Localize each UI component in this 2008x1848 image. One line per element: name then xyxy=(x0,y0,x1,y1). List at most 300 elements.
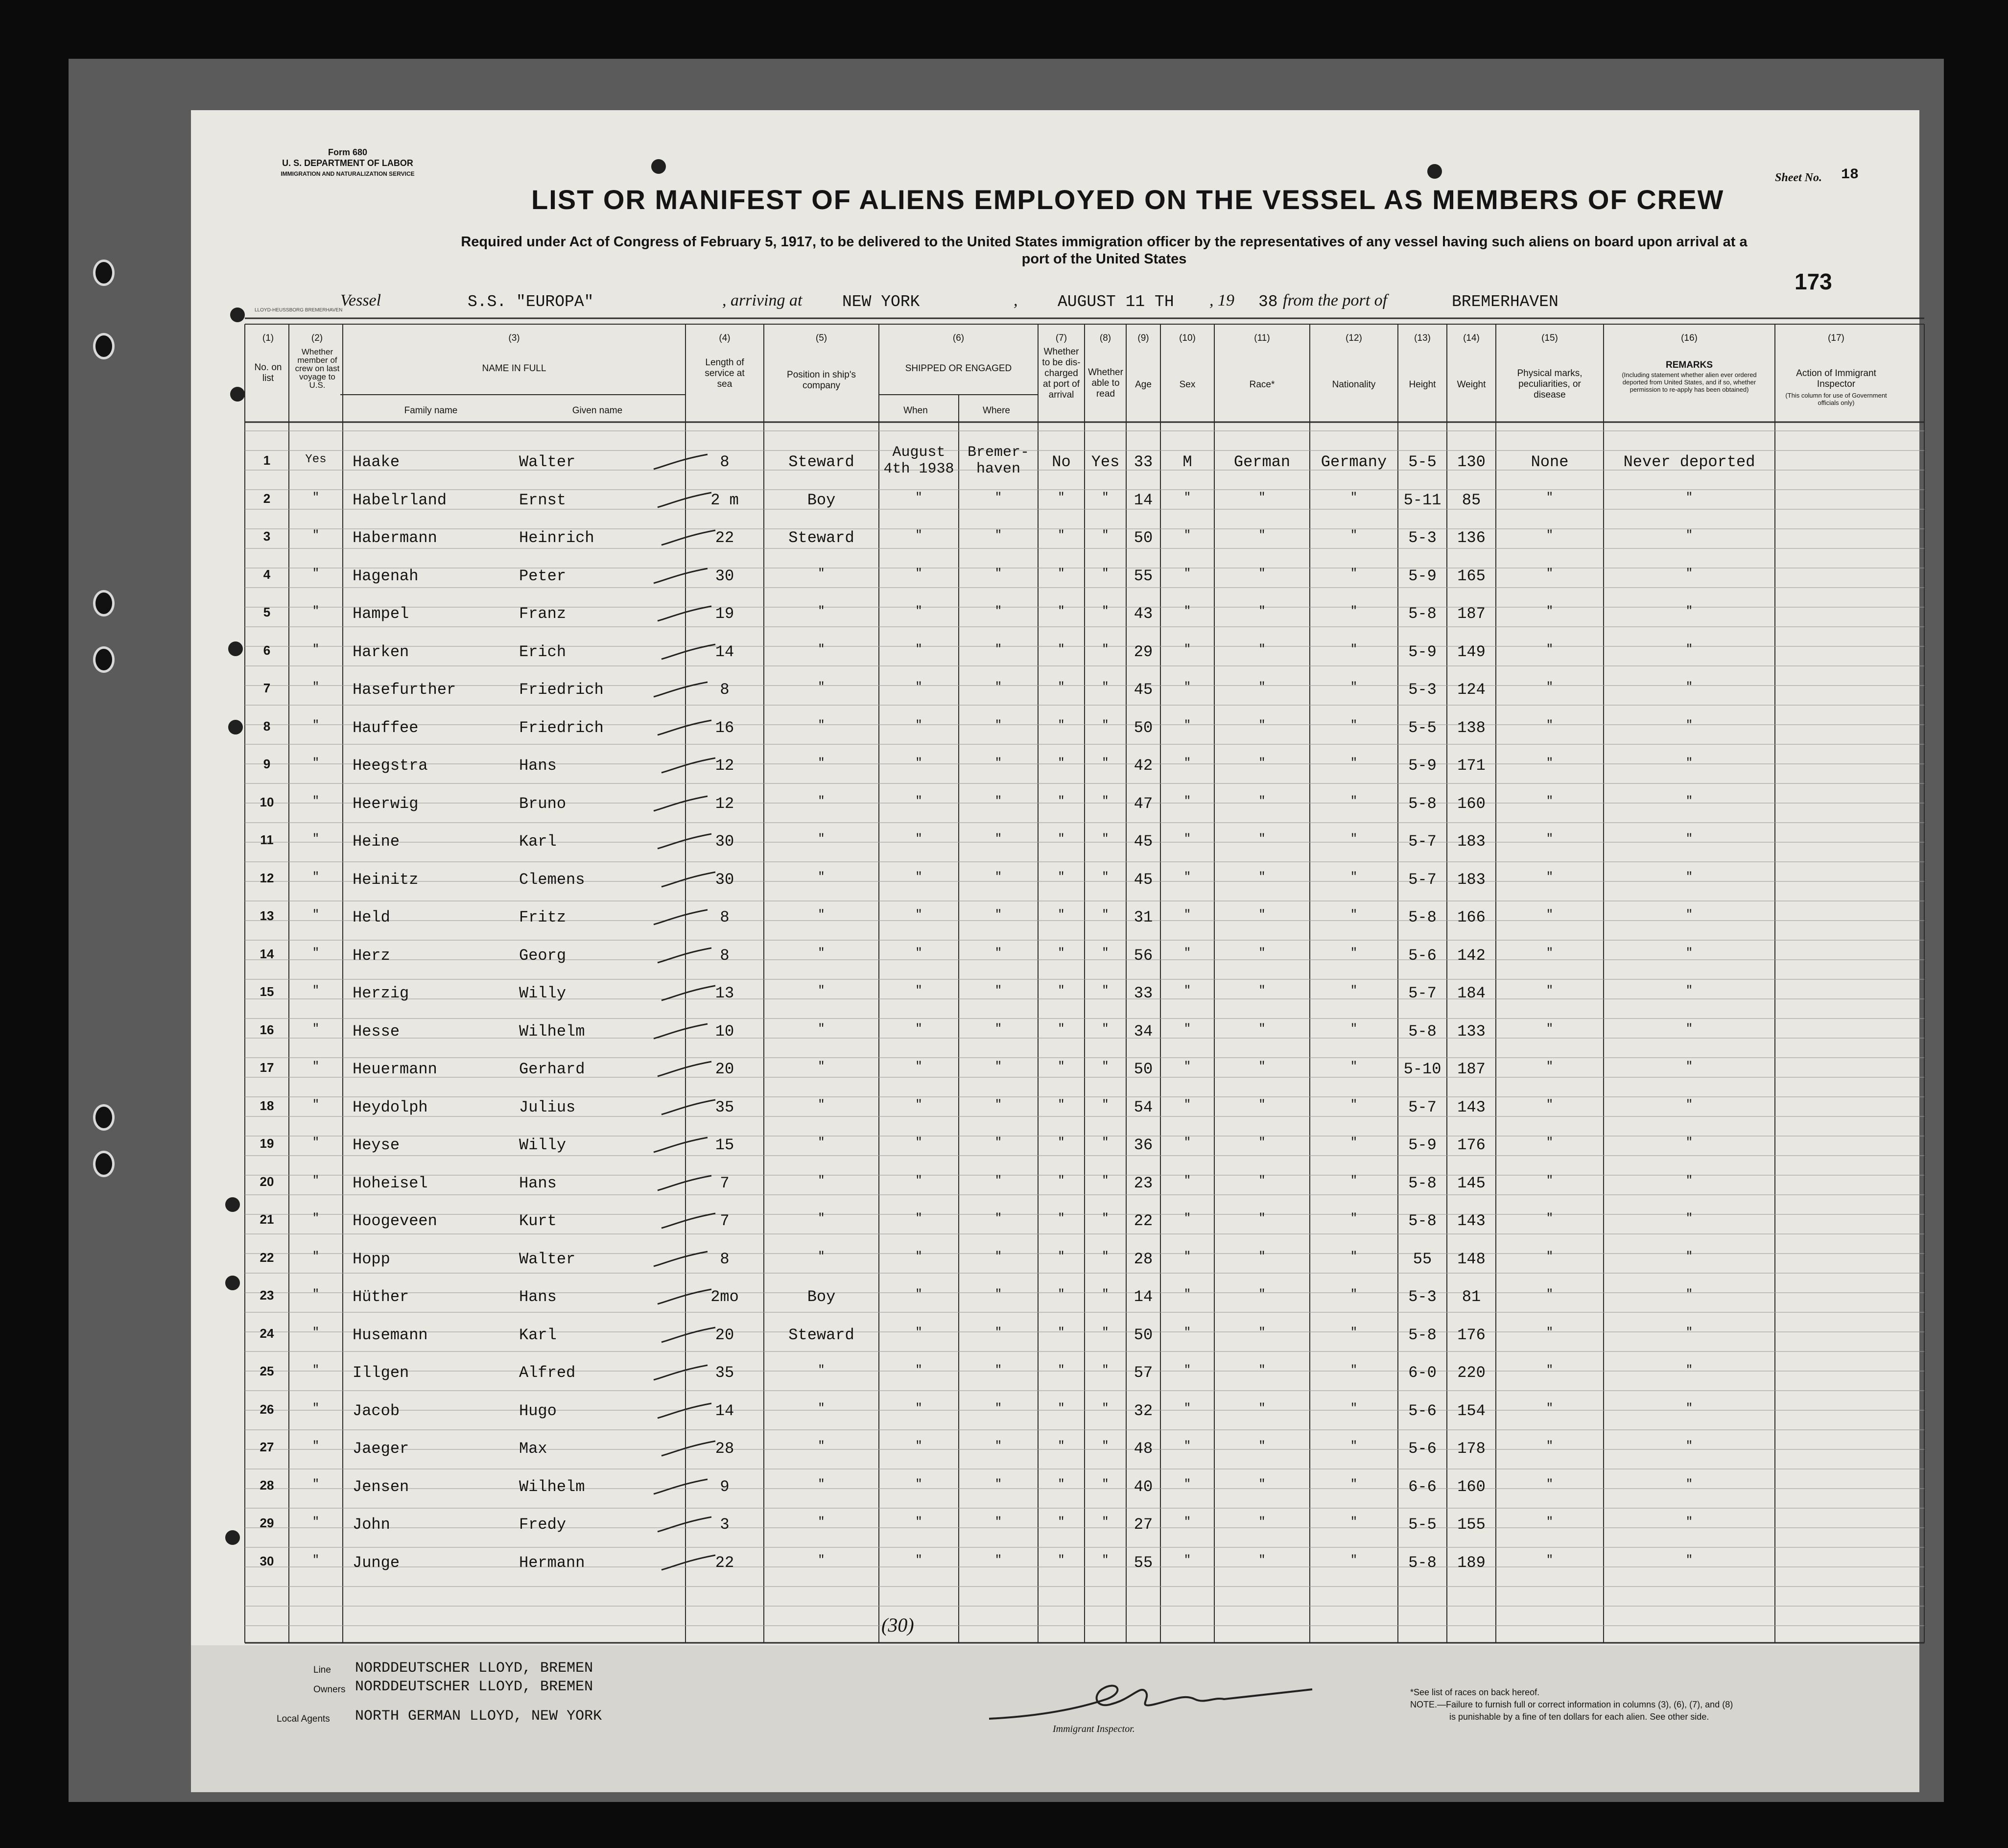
cell-discharged: " xyxy=(1058,1212,1065,1225)
cell-sex: " xyxy=(1183,1440,1191,1453)
hdr-race: Race* xyxy=(1249,379,1275,390)
cell-age: 14 xyxy=(1134,491,1153,509)
cell-nationality: " xyxy=(1350,832,1358,846)
cell-height: 5-8 xyxy=(1408,1326,1437,1344)
cell-age: 23 xyxy=(1134,1174,1153,1192)
cell-family: Hoogeveen xyxy=(353,1212,437,1230)
cell-weight: 155 xyxy=(1457,1516,1486,1534)
cell-age: 42 xyxy=(1134,757,1153,775)
cell-when: " xyxy=(915,908,922,922)
cell-discharged: " xyxy=(1058,681,1065,694)
cell-service: 30 xyxy=(715,870,734,889)
cell-no: 12 xyxy=(260,870,274,885)
cell-remarks: " xyxy=(1685,1364,1693,1377)
cell-height: 5-3 xyxy=(1408,681,1437,699)
cell-remarks: " xyxy=(1685,1174,1693,1187)
cell-position: " xyxy=(818,1401,825,1415)
hdr-remarks: REMARKS xyxy=(1665,360,1713,370)
cell-height: 5-5 xyxy=(1408,718,1437,737)
cell-service: 16 xyxy=(715,718,734,737)
check-mark xyxy=(651,1021,710,1041)
cell-position: " xyxy=(818,1022,825,1036)
cell-no: 14 xyxy=(260,946,274,961)
cell-race: " xyxy=(1258,1401,1266,1415)
cell-sex: " xyxy=(1183,946,1191,960)
cell-position: " xyxy=(818,1364,825,1377)
cell-race: " xyxy=(1258,1364,1266,1377)
cell-nationality: " xyxy=(1350,1174,1358,1187)
cell-member: " xyxy=(312,1440,320,1453)
cell-sex: " xyxy=(1183,1060,1191,1073)
cell-given: Walter xyxy=(519,453,576,471)
cell-discharged: " xyxy=(1058,605,1065,618)
cell-physical: " xyxy=(1546,1250,1554,1263)
cell-discharged: " xyxy=(1058,946,1065,960)
cell-nationality: " xyxy=(1350,1098,1358,1112)
cell-family: Heuermann xyxy=(353,1060,437,1078)
cell-given: Clemens xyxy=(519,870,585,889)
cell-given: Walter xyxy=(519,1250,576,1268)
cell-family: Habelrland xyxy=(353,491,447,509)
cell-no: 17 xyxy=(260,1060,274,1075)
cell-physical: " xyxy=(1546,718,1554,732)
cell-discharged: " xyxy=(1058,1136,1065,1149)
hdr-able-read: Whether able to read xyxy=(1088,367,1123,399)
cell-where: " xyxy=(994,1022,1002,1036)
cell-height: 5-8 xyxy=(1408,1022,1437,1041)
col-num-9: (9) xyxy=(1137,333,1149,343)
cell-where: " xyxy=(994,1440,1002,1453)
cell-no: 9 xyxy=(263,757,271,771)
col-num-11: (11) xyxy=(1254,333,1270,343)
cell-read: " xyxy=(1102,1440,1109,1453)
cell-weight: 184 xyxy=(1457,984,1486,1002)
cell-weight: 160 xyxy=(1457,794,1486,813)
cell-read: " xyxy=(1102,567,1109,580)
check-mark xyxy=(659,642,718,662)
cell-read: " xyxy=(1102,1250,1109,1263)
note-races: *See list of races on back hereof. xyxy=(1410,1687,1540,1697)
cell-race: " xyxy=(1258,908,1266,922)
cell-service: 28 xyxy=(715,1440,734,1458)
cell-service: 22 xyxy=(715,1553,734,1572)
check-mark xyxy=(651,566,710,586)
cell-discharged: " xyxy=(1058,1401,1065,1415)
owners-value: NORDDEUTSCHER LLOYD, BREMEN xyxy=(355,1679,593,1695)
cell-remarks: " xyxy=(1685,1440,1693,1453)
cell-physical: " xyxy=(1546,1516,1554,1529)
cell-member: " xyxy=(312,1250,320,1263)
cell-remarks: " xyxy=(1685,984,1693,997)
cell-given: Alfred xyxy=(519,1364,576,1382)
col-num-5: (5) xyxy=(815,333,827,343)
cell-family: Hagenah xyxy=(353,567,419,585)
cell-age: 48 xyxy=(1134,1440,1153,1458)
cell-discharged: " xyxy=(1058,832,1065,846)
cell-where: " xyxy=(994,757,1002,770)
cell-discharged: " xyxy=(1058,1060,1065,1073)
check-mark xyxy=(651,452,710,472)
cell-member: " xyxy=(312,794,320,808)
cell-service: 13 xyxy=(715,984,734,1002)
cell-weight: 136 xyxy=(1457,529,1486,547)
cell-age: 45 xyxy=(1134,832,1153,851)
cell-family: Jaeger xyxy=(353,1440,409,1458)
cell-position: Steward xyxy=(788,453,854,471)
cell-discharged: " xyxy=(1058,1477,1065,1491)
cell-nationality: " xyxy=(1350,1401,1358,1415)
cell-read: " xyxy=(1102,529,1109,542)
cell-nationality: " xyxy=(1350,946,1358,960)
hdr-remarks-sub: (Including statement whether alien ever ordered deported from United States, and if so, whether permission to re-apply has been obtained) xyxy=(1622,371,1757,393)
hdr-height: Height xyxy=(1409,379,1436,390)
cell-family: Hesse xyxy=(353,1022,400,1041)
col-num-10: (10) xyxy=(1179,333,1196,343)
cell-nationality: " xyxy=(1350,1326,1358,1339)
cell-given: Max xyxy=(519,1440,547,1458)
cell-given: Erich xyxy=(519,642,567,661)
cell-sex: " xyxy=(1183,1326,1191,1339)
cell-weight: 145 xyxy=(1457,1174,1486,1192)
cell-service: 14 xyxy=(715,1401,734,1420)
cell-position: " xyxy=(818,642,825,656)
hdr-action: Action of Immigrant Inspector xyxy=(1796,368,1876,389)
cell-when: " xyxy=(915,1477,922,1491)
cell-position: Steward xyxy=(788,529,854,547)
cell-physical: " xyxy=(1546,1288,1554,1301)
cell-race: " xyxy=(1258,870,1266,884)
cell-position: " xyxy=(818,908,825,922)
cell-physical: " xyxy=(1546,1401,1554,1415)
cell-member: " xyxy=(312,605,320,618)
cell-no: 26 xyxy=(260,1401,274,1417)
cell-when: " xyxy=(915,491,922,504)
cell-when: August 4th 1938 xyxy=(883,444,954,477)
cell-family: Jacob xyxy=(353,1401,400,1420)
cell-no: 10 xyxy=(260,794,274,809)
cell-member: " xyxy=(312,946,320,960)
cell-member: " xyxy=(312,1060,320,1073)
cell-remarks: " xyxy=(1685,794,1693,808)
cell-position: " xyxy=(818,1212,825,1225)
cell-no: 28 xyxy=(260,1477,274,1493)
arrival-date: AUGUST 11 TH xyxy=(1058,293,1174,311)
cell-where: " xyxy=(994,870,1002,884)
cell-remarks: " xyxy=(1685,1477,1693,1491)
cell-age: 34 xyxy=(1134,1022,1153,1041)
cell-service: 22 xyxy=(715,529,734,547)
cell-member: " xyxy=(312,491,320,504)
cell-given: Fredy xyxy=(519,1516,567,1534)
hdr-sex: Sex xyxy=(1179,379,1196,390)
year-label: , 19 xyxy=(1209,291,1234,309)
cell-physical: " xyxy=(1546,1364,1554,1377)
cell-nationality: Germany xyxy=(1321,453,1387,471)
cell-discharged: " xyxy=(1058,1553,1065,1567)
cell-weight: 81 xyxy=(1462,1288,1481,1306)
cell-nationality: " xyxy=(1350,605,1358,618)
cell-discharged: " xyxy=(1058,757,1065,770)
check-mark xyxy=(659,756,718,775)
cell-service: 19 xyxy=(715,605,734,623)
cell-read: " xyxy=(1102,984,1109,997)
col-num-4: (4) xyxy=(719,333,731,343)
cell-member: " xyxy=(312,1553,320,1567)
cell-where: " xyxy=(994,1174,1002,1187)
cell-position: Steward xyxy=(788,1326,854,1344)
cell-sex: " xyxy=(1183,491,1191,504)
cell-remarks: " xyxy=(1685,529,1693,542)
cell-where: " xyxy=(994,1326,1002,1339)
cell-physical: " xyxy=(1546,567,1554,580)
hdr-no-on-list: No. on list xyxy=(254,362,282,383)
cell-physical: " xyxy=(1546,946,1554,960)
check-mark xyxy=(655,604,714,623)
cell-no: 21 xyxy=(260,1212,274,1227)
cell-service: 8 xyxy=(720,946,730,965)
hdr-action-sub: (This column for use of Government officials only) xyxy=(1785,392,1887,406)
cell-member: " xyxy=(312,757,320,770)
cell-no: 15 xyxy=(260,984,274,999)
cell-height: 5-10 xyxy=(1403,1060,1441,1078)
cell-weight: 176 xyxy=(1457,1136,1486,1154)
cell-when: " xyxy=(915,1250,922,1263)
check-mark xyxy=(659,983,718,1003)
cell-when: " xyxy=(915,1212,922,1225)
check-mark xyxy=(659,1097,718,1117)
cell-when: " xyxy=(915,642,922,656)
cell-given: Peter xyxy=(519,567,567,585)
cell-service: 12 xyxy=(715,757,734,775)
cell-read: " xyxy=(1102,718,1109,732)
cell-age: 33 xyxy=(1134,984,1153,1002)
check-mark xyxy=(655,1173,714,1193)
cell-family: Heydolph xyxy=(353,1098,428,1116)
cell-when: " xyxy=(915,1440,922,1453)
arrival-port: NEW YORK xyxy=(842,293,920,311)
cell-read: " xyxy=(1102,1553,1109,1567)
cell-physical: " xyxy=(1546,908,1554,922)
cell-remarks: " xyxy=(1685,1098,1693,1112)
cell-weight: 178 xyxy=(1457,1440,1486,1458)
check-mark xyxy=(651,1249,710,1269)
cell-nationality: " xyxy=(1350,1516,1358,1529)
cell-physical: " xyxy=(1546,757,1554,770)
cell-discharged: " xyxy=(1058,1250,1065,1263)
cell-read: " xyxy=(1102,794,1109,808)
check-mark xyxy=(655,946,714,965)
cell-given: Friedrich xyxy=(519,681,604,699)
cell-remarks: " xyxy=(1685,491,1693,504)
cell-nationality: " xyxy=(1350,1477,1358,1491)
cell-race: " xyxy=(1258,491,1266,504)
cell-physical: " xyxy=(1546,1174,1554,1187)
cell-where: " xyxy=(994,1288,1002,1301)
cell-race: " xyxy=(1258,529,1266,542)
cell-member: " xyxy=(312,984,320,997)
cell-read: " xyxy=(1102,1364,1109,1377)
cell-height: 5-5 xyxy=(1408,453,1437,471)
cell-sex: " xyxy=(1183,870,1191,884)
cell-family: Hüther xyxy=(353,1288,409,1306)
cell-no: 20 xyxy=(260,1174,274,1189)
cell-age: 45 xyxy=(1134,870,1153,889)
cell-weight: 220 xyxy=(1457,1364,1486,1382)
cell-remarks: " xyxy=(1685,1553,1693,1567)
cell-position: " xyxy=(818,832,825,846)
cell-family: Heerwig xyxy=(353,794,419,813)
col-num-14: (14) xyxy=(1463,333,1480,343)
cell-nationality: " xyxy=(1350,1440,1358,1453)
check-mark xyxy=(651,1135,710,1155)
cell-position: Boy xyxy=(807,1288,836,1306)
cell-no: 30 xyxy=(260,1553,274,1568)
cell-discharged: " xyxy=(1058,1516,1065,1529)
crew-count: (30) xyxy=(881,1614,914,1636)
hdr-age: Age xyxy=(1135,379,1152,390)
cell-weight: 130 xyxy=(1457,453,1486,471)
cell-where: " xyxy=(994,718,1002,732)
cell-service: 12 xyxy=(715,794,734,813)
cell-family: Junge xyxy=(353,1553,400,1572)
cell-age: 32 xyxy=(1134,1401,1153,1420)
cell-age: 57 xyxy=(1134,1364,1153,1382)
cell-sex: " xyxy=(1183,1136,1191,1149)
cell-when: " xyxy=(915,1516,922,1529)
cell-discharged: " xyxy=(1058,1326,1065,1339)
check-mark xyxy=(655,490,714,510)
cell-weight: 143 xyxy=(1457,1098,1486,1116)
check-mark xyxy=(655,1401,714,1421)
cell-remarks: Never deported xyxy=(1623,453,1755,471)
cell-race: " xyxy=(1258,1440,1266,1453)
cell-read: " xyxy=(1102,642,1109,656)
cell-age: 50 xyxy=(1134,529,1153,547)
cell-remarks: " xyxy=(1685,1250,1693,1263)
cell-given: Julius xyxy=(519,1098,576,1116)
check-mark xyxy=(655,1515,714,1534)
cell-when: " xyxy=(915,794,922,808)
cell-height: 5-8 xyxy=(1408,908,1437,926)
vessel-label: Vessel xyxy=(340,291,381,309)
cell-where: " xyxy=(994,642,1002,656)
cell-race: " xyxy=(1258,1516,1266,1529)
cell-weight: 189 xyxy=(1457,1553,1486,1572)
col-num-17: (17) xyxy=(1828,333,1844,343)
cell-race: " xyxy=(1258,757,1266,770)
stamp: LLOYD-HEUSSBORG BREMERHAVEN xyxy=(255,308,343,313)
cell-no: 4 xyxy=(263,567,271,582)
cell-member: " xyxy=(312,1174,320,1187)
department: U. S. DEPARTMENT OF LABOR xyxy=(282,158,413,168)
cell-when: " xyxy=(915,870,922,884)
cell-sex: " xyxy=(1183,1477,1191,1491)
cell-race: " xyxy=(1258,1250,1266,1263)
cell-nationality: " xyxy=(1350,681,1358,694)
cell-weight: 183 xyxy=(1457,870,1486,889)
cell-read: " xyxy=(1102,1288,1109,1301)
cell-physical: " xyxy=(1546,642,1554,656)
cell-age: 36 xyxy=(1134,1136,1153,1154)
cell-read: " xyxy=(1102,1212,1109,1225)
cell-service: 7 xyxy=(720,1174,730,1192)
cell-physical: " xyxy=(1546,1136,1554,1149)
hdr-where: Where xyxy=(983,405,1010,416)
cell-given: Willy xyxy=(519,1136,567,1154)
cell-sex: " xyxy=(1183,529,1191,542)
cell-physical: " xyxy=(1546,529,1554,542)
cell-discharged: " xyxy=(1058,718,1065,732)
col-num-8: (8) xyxy=(1099,333,1111,343)
cell-no: 16 xyxy=(260,1022,274,1037)
cell-position: " xyxy=(818,605,825,618)
cell-height: 5-8 xyxy=(1408,605,1437,623)
cell-height: 5-11 xyxy=(1403,491,1441,509)
cell-member: " xyxy=(312,1022,320,1036)
cell-age: 55 xyxy=(1134,1553,1153,1572)
col-num-6: (6) xyxy=(952,333,965,343)
cell-given: Georg xyxy=(519,946,567,965)
cell-sex: " xyxy=(1183,718,1191,732)
cell-read: " xyxy=(1102,605,1109,618)
cell-height: 5-7 xyxy=(1408,1098,1437,1116)
cell-where: " xyxy=(994,491,1002,504)
cell-weight: 154 xyxy=(1457,1401,1486,1420)
cell-age: 56 xyxy=(1134,946,1153,965)
cell-age: 14 xyxy=(1134,1288,1153,1306)
cell-position: " xyxy=(818,1174,825,1187)
cell-where: " xyxy=(994,605,1002,618)
cell-weight: 143 xyxy=(1457,1212,1486,1230)
cell-given: Karl xyxy=(519,1326,557,1344)
cell-height: 5-6 xyxy=(1408,1401,1437,1420)
cell-race: " xyxy=(1258,1553,1266,1567)
cell-discharged: " xyxy=(1058,1174,1065,1187)
cell-service: 20 xyxy=(715,1326,734,1344)
cell-service: 8 xyxy=(720,1250,730,1268)
cell-family: Heyse xyxy=(353,1136,400,1154)
agents-value: NORTH GERMAN LLOYD, NEW YORK xyxy=(355,1708,602,1725)
cell-given: Friedrich xyxy=(519,718,604,737)
cell-weight: 149 xyxy=(1457,642,1486,661)
cell-position: " xyxy=(818,567,825,580)
cell-remarks: " xyxy=(1685,1060,1693,1073)
cell-no: 29 xyxy=(260,1516,274,1530)
cell-height: 5-7 xyxy=(1408,984,1437,1002)
cell-read: " xyxy=(1102,1174,1109,1187)
cell-no: 23 xyxy=(260,1288,274,1303)
cell-nationality: " xyxy=(1350,1288,1358,1301)
cell-discharged: No xyxy=(1052,453,1071,471)
cell-remarks: " xyxy=(1685,1288,1693,1301)
hdr-shipped: SHIPPED OR ENGAGED xyxy=(905,363,1012,374)
cell-height: 5-8 xyxy=(1408,794,1437,813)
cell-when: " xyxy=(915,1098,922,1112)
cell-race: " xyxy=(1258,605,1266,618)
cell-weight: 85 xyxy=(1462,491,1481,509)
cell-member: " xyxy=(312,1326,320,1339)
cell-height: 6-0 xyxy=(1408,1364,1437,1382)
note-fine: is punishable by a fine of ten dollars for each alien. See other side. xyxy=(1449,1712,1709,1722)
subtitle-line1: Required under Act of Congress of February 5, 1917, to be delivered to the United States immigration officer by the representatives of any vessel having such aliens on board upon arrival at a xyxy=(461,234,1748,250)
hdr-physical: Physical marks, peculiarities, or disease xyxy=(1517,368,1583,400)
cell-given: Hermann xyxy=(519,1553,585,1572)
check-mark xyxy=(651,1363,710,1382)
cell-discharged: " xyxy=(1058,870,1065,884)
cell-when: " xyxy=(915,718,922,732)
cell-given: Hans xyxy=(519,1174,557,1192)
cell-nationality: " xyxy=(1350,1060,1358,1073)
